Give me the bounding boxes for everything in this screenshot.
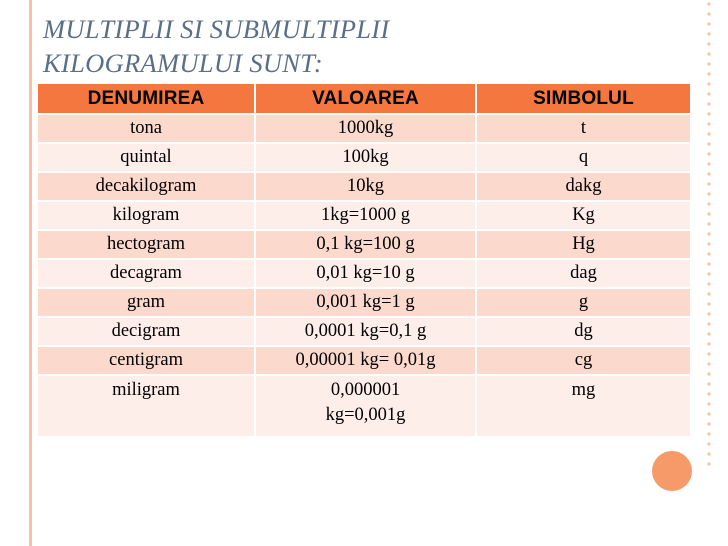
dot: [707, 382, 710, 385]
decorative-circle: [652, 451, 692, 491]
table-row: [38, 346, 690, 375]
units-table: [38, 84, 690, 436]
cell-symbol: dakg: [476, 172, 690, 201]
dot: [707, 312, 710, 315]
dot: [707, 352, 710, 355]
cell-value: 100kg: [255, 143, 476, 172]
cell-name: tona: [38, 114, 255, 143]
dot: [707, 152, 710, 155]
cell-value: [255, 375, 476, 436]
dot: [707, 402, 710, 405]
header-denumirea: DENUMIREA: [38, 84, 255, 114]
cell-value: 1000kg: [255, 114, 476, 143]
table-row: [38, 288, 690, 317]
dot: [707, 162, 710, 165]
cell-symbol: cg: [476, 346, 690, 375]
cell-value: 1kg=1000 g: [255, 201, 476, 230]
cell-value: 0,001 kg=1 g: [255, 288, 476, 317]
dot: [707, 302, 710, 305]
dot: [707, 122, 710, 125]
dot: [707, 172, 710, 175]
table-row: [38, 201, 690, 230]
cell-name: decigram: [38, 317, 255, 346]
table-row: [38, 172, 690, 201]
cell-value-line-2: kg=0,001g: [325, 405, 406, 425]
table-row: [38, 143, 690, 172]
dot: [707, 442, 710, 445]
table-row: [38, 317, 690, 346]
table-row: [38, 375, 690, 436]
dot: [707, 422, 710, 425]
dot: [707, 52, 710, 55]
cell-name: hectogram: [38, 230, 255, 259]
dot: [707, 72, 710, 75]
cell-value: 0,00001 kg= 0,01g: [255, 346, 476, 375]
cell-symbol: dag: [476, 259, 690, 288]
title-line-2: KILOGRAMULUI SUNT:: [43, 48, 323, 78]
cell-symbol: q: [476, 143, 690, 172]
table-row: [38, 114, 690, 143]
dot: [707, 322, 710, 325]
cell-name: miligram: [38, 375, 255, 436]
dot: [707, 2, 710, 5]
cell-value: 0,1 kg=100 g: [255, 230, 476, 259]
title-line-1: MULTIPLII SI SUBMULTIPLII: [43, 14, 390, 44]
dot: [707, 332, 710, 335]
dot: [707, 222, 710, 225]
dot: [707, 32, 710, 35]
cell-value-line-1: 0,000001: [330, 380, 401, 400]
cell-symbol: g: [476, 288, 690, 317]
table-header-row: [38, 84, 690, 114]
dot: [707, 132, 710, 135]
dot: [707, 462, 710, 465]
slide-title: [43, 12, 683, 80]
cell-value: 0,0001 kg=0,1 g: [255, 317, 476, 346]
dot: [707, 212, 710, 215]
dot: [707, 82, 710, 85]
dot: [707, 232, 710, 235]
dot: [707, 452, 710, 455]
dot: [707, 182, 710, 185]
header-simbolul: SIMBOLUL: [476, 84, 690, 114]
cell-symbol: mg: [476, 375, 690, 436]
dotted-vertical-line: [699, 0, 719, 470]
dot: [707, 92, 710, 95]
cell-symbol: dg: [476, 317, 690, 346]
dot: [707, 262, 710, 265]
cell-name: decagram: [38, 259, 255, 288]
dot: [707, 282, 710, 285]
cell-value: 10kg: [255, 172, 476, 201]
left-decorative-rule: [29, 0, 32, 546]
dot: [707, 22, 710, 25]
dot: [707, 42, 710, 45]
cell-symbol: Kg: [476, 201, 690, 230]
header-valoarea: VALOAREA: [255, 84, 476, 114]
table-row: [38, 259, 690, 288]
dot: [707, 372, 710, 375]
cell-symbol: Hg: [476, 230, 690, 259]
dot: [707, 432, 710, 435]
dot: [707, 272, 710, 275]
dot: [707, 242, 710, 245]
cell-name: gram: [38, 288, 255, 317]
dot: [707, 252, 710, 255]
cell-symbol: t: [476, 114, 690, 143]
dot: [707, 202, 710, 205]
dot: [707, 112, 710, 115]
cell-name: centigram: [38, 346, 255, 375]
units-table-container: [38, 84, 690, 436]
dot: [707, 362, 710, 365]
cell-name: quintal: [38, 143, 255, 172]
dot: [707, 392, 710, 395]
dot: [707, 12, 710, 15]
table-row: [38, 230, 690, 259]
dot: [707, 142, 710, 145]
dot: [707, 192, 710, 195]
dot: [707, 292, 710, 295]
cell-name: kilogram: [38, 201, 255, 230]
dot: [707, 102, 710, 105]
dot: [707, 412, 710, 415]
cell-value: 0,01 kg=10 g: [255, 259, 476, 288]
dot: [707, 62, 710, 65]
cell-name: decakilogram: [38, 172, 255, 201]
dot: [707, 342, 710, 345]
